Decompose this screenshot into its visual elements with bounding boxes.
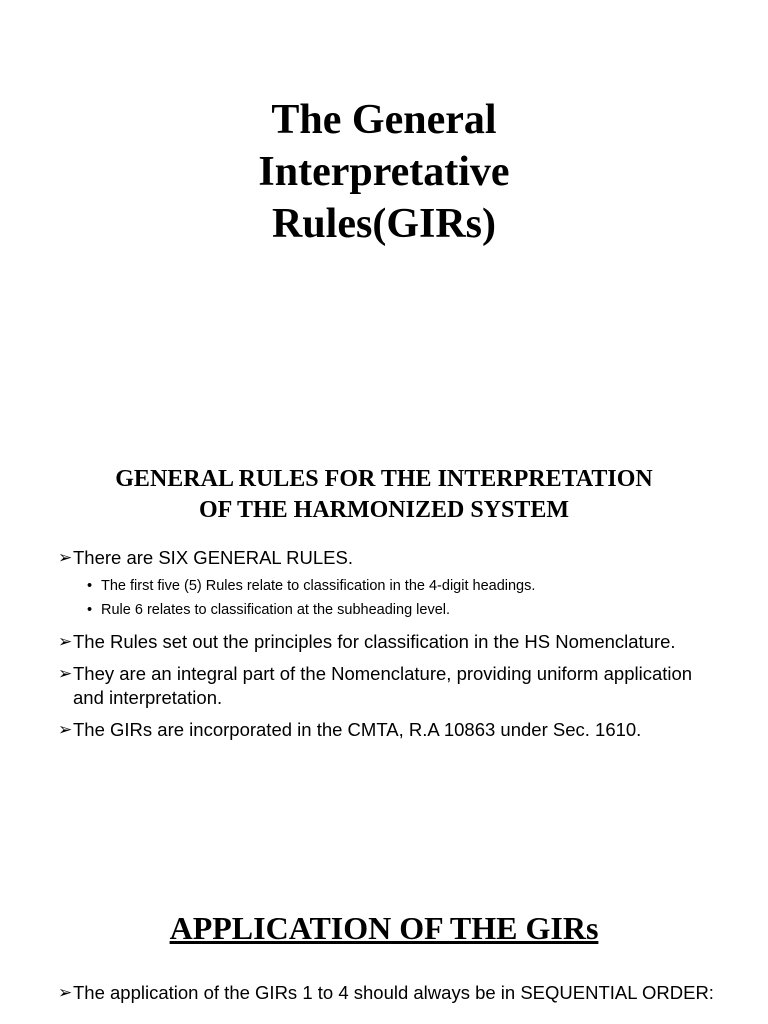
slide-title xyxy=(0,94,768,250)
bullet-item xyxy=(59,662,718,710)
heading-line: OF THE HARMONIZED SYSTEM xyxy=(198,497,570,523)
title-line: Interpretative xyxy=(258,149,510,195)
slide-application xyxy=(0,880,768,1024)
bullet-text: The Rules set out the principles for classification in the HS Nomenclature. xyxy=(73,631,676,652)
title-line: The General xyxy=(271,97,497,143)
bullet-text: They are an integral part of the Nomenclature, providing uniform application and interpretation. xyxy=(73,663,693,708)
bullet-text: There are SIX GENERAL RULES. xyxy=(73,547,354,568)
bullet-item xyxy=(59,630,718,654)
slide-heading: APPLICATION OF THE GIRs xyxy=(169,910,599,946)
slide-title-gir xyxy=(0,0,768,430)
sub-bullet-list xyxy=(73,574,718,622)
bullet-item xyxy=(59,981,718,1005)
arrow-bullet-icon: ➢ xyxy=(58,548,73,567)
arrow-bullet-icon: ➢ xyxy=(58,664,73,683)
sub-bullet-item xyxy=(73,598,718,622)
dot-bullet-icon: • xyxy=(87,602,93,618)
sub-bullet-text: The first five (5) Rules relate to classification in the 4-digit headings. xyxy=(101,578,536,594)
slide-general-rules xyxy=(0,440,768,870)
bullet-text: The GIRs are incorporated in the CMTA, R.A 10863 under Sec. 1610. xyxy=(73,719,642,740)
arrow-bullet-icon: ➢ xyxy=(58,632,73,651)
dot-bullet-icon: • xyxy=(87,578,93,594)
slide-heading xyxy=(60,464,708,526)
arrow-bullet-icon: ➢ xyxy=(58,720,73,739)
sub-bullet-item xyxy=(73,574,718,598)
arrow-bullet-icon: ➢ xyxy=(58,983,73,1002)
heading-line: GENERAL RULES FOR THE INTERPRETATION xyxy=(115,466,653,492)
bullet-item xyxy=(59,718,718,742)
bullet-text: The application of the GIRs 1 to 4 should always be in SEQUENTIAL ORDER: xyxy=(73,982,714,1003)
title-line: Rules(GIRs) xyxy=(271,201,496,247)
sub-bullet-text: Rule 6 relates to classification at the subheading level. xyxy=(101,602,451,618)
bullet-list xyxy=(59,546,718,750)
bullet-list xyxy=(59,981,718,1005)
bullet-item xyxy=(59,546,718,622)
